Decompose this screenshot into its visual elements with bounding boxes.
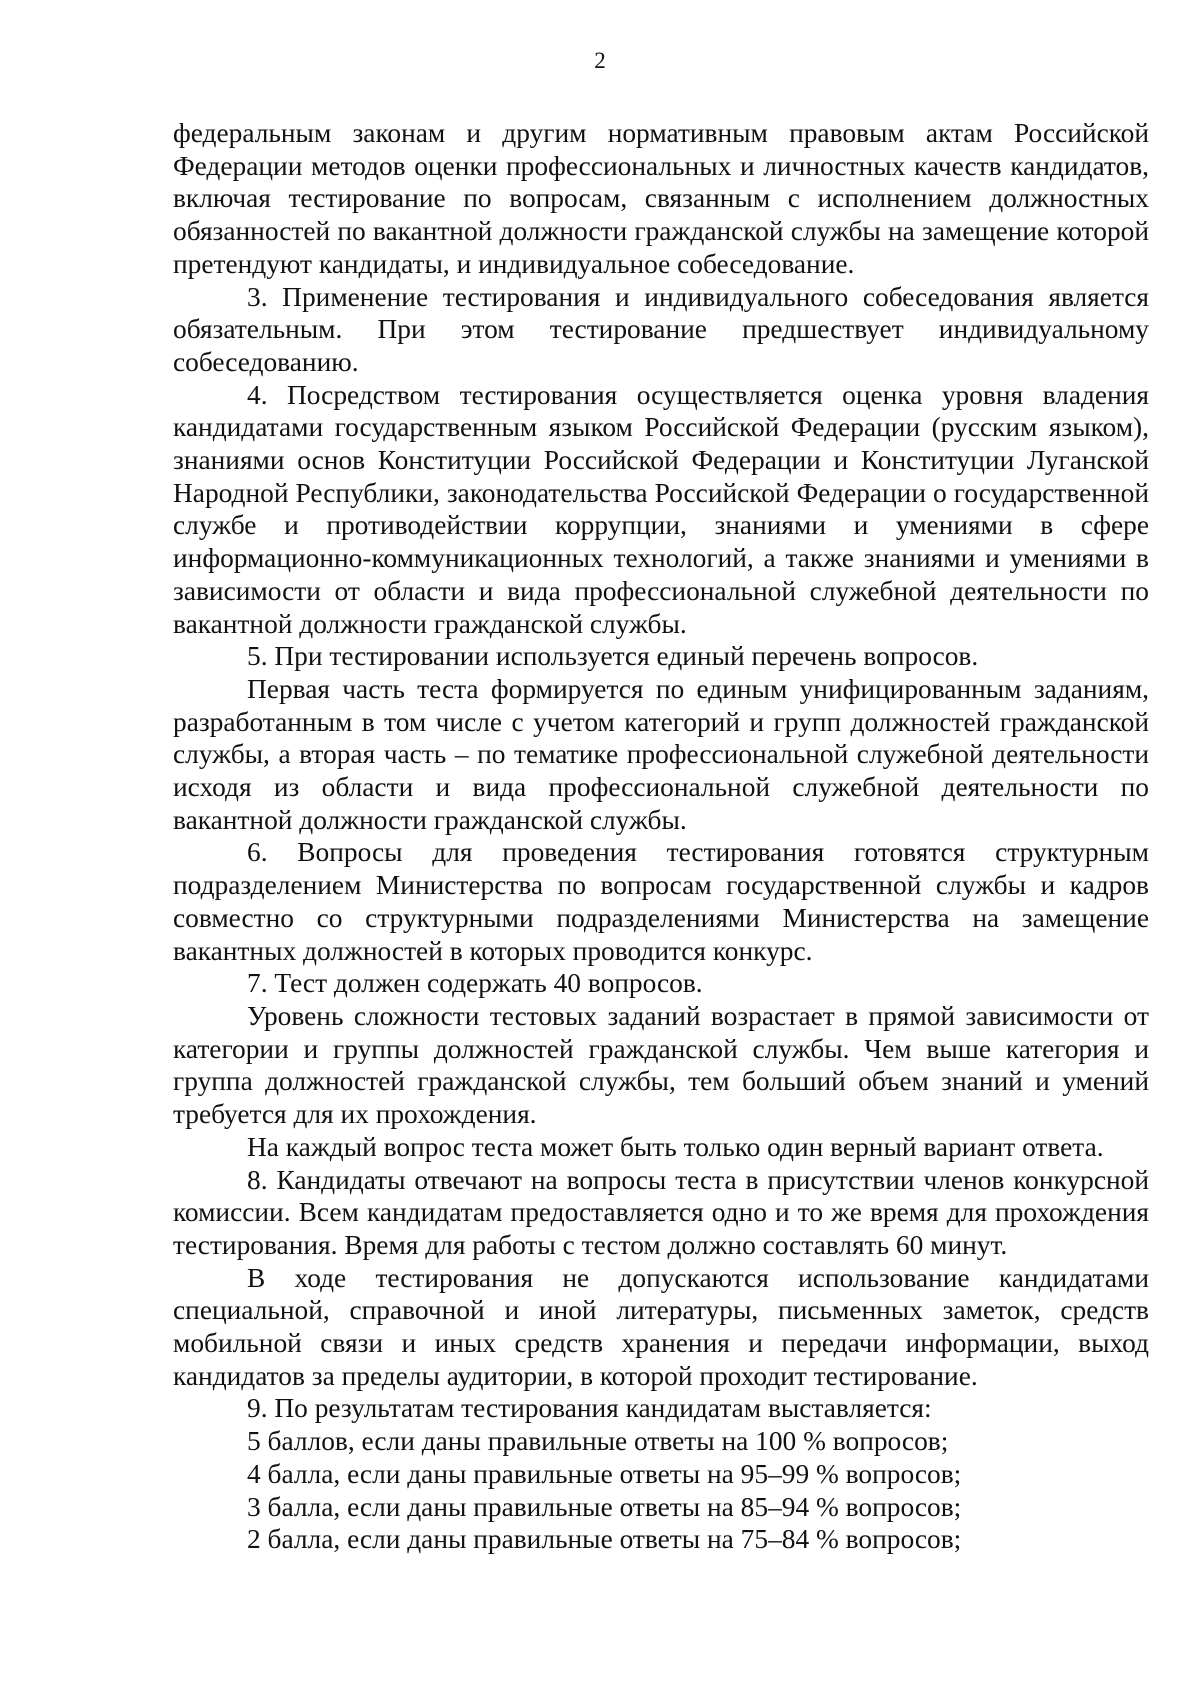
paragraph-item-5: 5. При тестировании используется единый перечень вопросов.: [247, 641, 979, 672]
paragraph-item-5-test-parts: Первая часть теста формируется по единым унифицированным заданиям, разработанным в том числе с учетом категорий и групп должностей гражданской службы, а вторая часть – по тематике профессиональной служебной деятельности исходя из области и вида профессиональной служебной деятельности по вакантной должности гражданской службы.: [173, 673, 1149, 835]
score-line-2: 2 балла, если даны правильные ответы на 75–84 % вопросов;: [247, 1524, 962, 1555]
page-number: 2: [594, 48, 606, 73]
paragraph-item-7-difficulty: Уровень сложности тестовых заданий возрастает в прямой зависимости от категории и группы должностей гражданской службы. Чем выше категория и группа должностей гражданской службы, тем больший объем знаний и умений требуется для их прохождения.: [173, 1000, 1149, 1130]
score-line-4: 4 балла, если даны правильные ответы на 95–99 % вопросов;: [247, 1458, 962, 1489]
paragraph-item-8: 8. Кандидаты отвечают на вопросы теста в присутствии членов конкурсной комиссии. Всем кандидатам предоставляется одно и то же время для прохождения тестирования. Время для работы с тестом должно составлять 60 минут.: [173, 1164, 1149, 1260]
paragraph-item-9: 9. По результатам тестирования кандидатам выставляется:: [247, 1393, 932, 1424]
score-line-5: 5 баллов, если даны правильные ответы на 100 % вопросов;: [247, 1426, 949, 1457]
paragraph-continuation: федеральным законам и другим нормативным правовым актам Российской Федерации методов оценки профессиональных и личностных качеств кандидатов, включая тестирование по вопросам, связанным с исполнением должностных обязанностей по вакантной должности гражданской службы на замещение которой претендуют кандидаты, и индивидуальное собеседование.: [173, 118, 1149, 279]
paragraph-item-7: 7. Тест должен содержать 40 вопросов.: [247, 968, 703, 999]
paragraph-item-3: 3. Применение тестирования и индивидуального собеседования является обязательным. При этом тестирование предшествует индивидуальному собеседованию.: [173, 281, 1149, 377]
document-body: [173, 117, 1149, 1556]
score-line-3: 3 балла, если даны правильные ответы на 85–94 % вопросов;: [247, 1491, 962, 1522]
paragraph-item-7-single-answer: На каждый вопрос теста может быть только один верный вариант ответа.: [247, 1131, 1104, 1162]
paragraph-item-8-restrictions: В ходе тестирования не допускаются использование кандидатами специальной, справочной и иной литературы, письменных заметок, средств мобильной связи и иных средств хранения и передачи информации, выход кандидатов за пределы аудитории, в которой проходит тестирование.: [173, 1262, 1149, 1391]
paragraph-item-6: 6. Вопросы для проведения тестирования готовятся структурным подразделением Министерства по вопросам государственной службы и кадров совместно со структурными подразделениями Министерства на замещение вакантных должностей в которых проводится конкурс.: [173, 837, 1149, 966]
paragraph-item-4: 4. Посредством тестирования осуществляется оценка уровня владения кандидатами государственным языком Российской Федерации (русским языком), знаниями основ Конституции Российской Федерации и Конституции Луганской Народной Республики, законодательства Российской Федерации о государственной службе и противодействии коррупции, знаниями и умениями в сфере информационно-коммуникационных технологий, а также знаниями и умениями в зависимости от области и вида профессиональной служебной деятельности по вакантной должности гражданской службы.: [173, 379, 1149, 639]
